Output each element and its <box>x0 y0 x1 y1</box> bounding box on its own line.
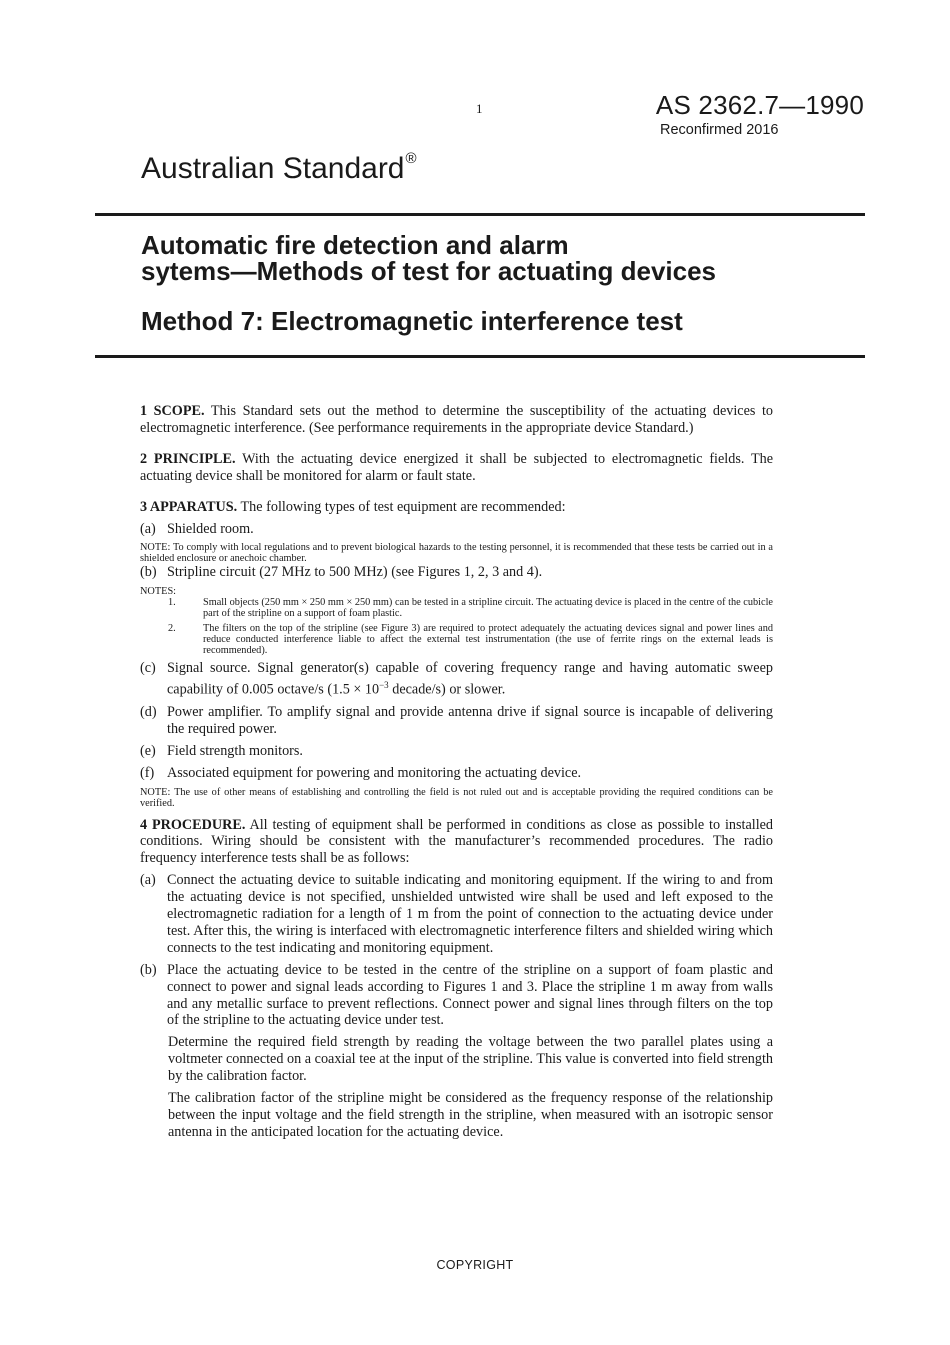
scope-heading: 1 SCOPE. <box>140 403 205 419</box>
note-text: The filters on the top of the stripline (see Figure 3) are required to protect adequately the actuating devices signal and power lines and reduce conducted interference liable to affect the external test instrumentation (the use of ferrite rings on the external leads is recommended). <box>203 623 773 657</box>
title-line-1: Automatic fire detection and alarm <box>141 230 569 260</box>
principle-text: With the actuating device energized it shall be subjected to electromagnetic fields. The actuating device shall be monitored for alarm or fault state. <box>140 450 773 484</box>
brand-name: Australian Standard <box>141 152 405 185</box>
apparatus-a-note: NOTE: To comply with local regulations and to prevent biological hazards to the testing personnel, it is recommended that these tests be carried out in a shielded enclosure or anechoic chamber. <box>140 542 773 565</box>
bottom-rule <box>95 355 865 358</box>
procedure-text: All testing of equipment shall be performed in conditions as close as possible to installed conditions. Wiring should be consistent with the manufacturer’s recommended procedures. The radio frequency interference tests shall be as follows: <box>140 816 774 867</box>
note-text: Small objects (250 mm × 250 mm × 250 mm) can be tested in a stripline circuit. The actuating device is placed in the centre of the cubicle part of the stripline on a support of foam plastic. <box>203 597 773 620</box>
apparatus-item-f <box>140 765 773 782</box>
top-rule <box>95 213 865 216</box>
item-label: (b) <box>140 564 157 581</box>
item-label: (e) <box>140 742 156 759</box>
item-label: (d) <box>140 703 157 720</box>
principle-heading: 2 PRINCIPLE. <box>140 450 236 467</box>
apparatus-item-b <box>140 564 773 581</box>
item-label: (c) <box>140 660 156 677</box>
apparatus-f-note: NOTE: The use of other means of establishing and controlling the field is not ruled out and is acceptable providing the required conditions can be verified. <box>140 786 773 809</box>
item-text: Field strength monitors. <box>167 742 303 759</box>
registered-mark: ® <box>405 150 417 167</box>
item-label: (a) <box>140 520 156 537</box>
apparatus-item-c <box>140 660 773 699</box>
procedure-b-paragraph-2: Determine the required field strength by reading the voltage between the two parallel plates using a voltmeter connected on a coaxial tee at the input of the stripline. This value is converted into field strength by the calibration factor. <box>168 1034 773 1085</box>
method-subtitle: Method 7: Electromagnetic interference test <box>141 306 683 336</box>
procedure-paragraph <box>140 817 773 868</box>
apparatus-heading: 3 APPARATUS. <box>140 498 238 515</box>
item-text: Shielded room. <box>167 520 254 537</box>
apparatus-b-note-2 <box>168 623 773 656</box>
item-text: Place the actuating device to be tested in the centre of the stripline on a support of foam plastic and connect to power and signal leads according to Figures 1 and 3. Place the stripline 1 m away from walls and any metallic surface to prevent reflections. Connect power and signal lines through filters on the top of the stripline to the actuating device under test. <box>167 961 773 1029</box>
scope-text: This Standard sets out the method to determine the susceptibility of the actuating devices to electromagnetic interference. (See performance requirements in the appropriate device Standard.) <box>140 403 773 436</box>
procedure-item-a <box>140 872 773 957</box>
item-label: (a) <box>140 872 156 889</box>
apparatus-b-notes-title: NOTES: <box>140 586 177 598</box>
note-number: 1. <box>168 597 176 609</box>
brand-heading <box>141 152 417 186</box>
standard-number: AS 2362.7—1990 <box>655 90 864 120</box>
copyright-footer: COPYRIGHT <box>436 1258 514 1272</box>
item-text: Connect the actuating device to suitable indicating and monitoring equipment. If the wiring to and from the actuating device is not specified, unshielded untwisted wire shall be used and left exposed to the electromagnetic radiation for a length of 1 m from the point of connection to the actuating device under test. After this, the wiring is interfaced with electromagnetic interference filters and shielded wiring which connects to the test indicating and monitoring equipment. <box>167 872 773 956</box>
apparatus-item-e <box>140 743 773 760</box>
item-label: (f) <box>140 764 155 781</box>
procedure-b-paragraph-3: The calibration factor of the stripline might be considered as the frequency response of the relationship between the input voltage and the field strength in the stripline, when measured with an isotropic sensor antenna in the anticipated location for the actuating device. <box>168 1090 773 1140</box>
document-body <box>140 403 773 1146</box>
apparatus-b-note-1 <box>168 597 773 619</box>
note-number: 2. <box>168 623 176 635</box>
reconfirmed-date: Reconfirmed 2016 <box>660 122 779 138</box>
apparatus-paragraph <box>140 499 773 516</box>
procedure-heading: 4 PROCEDURE. <box>140 816 246 833</box>
item-text-start: Signal source. Signal generator(s) capable of covering frequency range and having automatic sweep capability of 0.005 octave/s (1.5 × 10 <box>167 660 773 698</box>
item-label: (b) <box>140 961 157 978</box>
apparatus-item-a <box>140 521 773 538</box>
item-text: Power amplifier. To amplify signal and provide antenna drive if signal source is incapable of delivering the required power. <box>167 703 773 737</box>
exponent: −3 <box>379 680 389 691</box>
item-text <box>167 660 773 699</box>
apparatus-item-d <box>140 704 773 738</box>
document-title <box>141 232 831 284</box>
scope-paragraph <box>140 403 773 437</box>
apparatus-text: The following types of test equipment are recommended: <box>240 498 566 515</box>
procedure-item-b <box>140 962 773 1030</box>
item-text: Associated equipment for powering and monitoring the actuating device. <box>167 764 582 781</box>
principle-paragraph <box>140 451 773 485</box>
item-text-end: decade/s) or slower. <box>388 681 506 698</box>
page-number: 1 <box>476 101 483 116</box>
title-line-2: sytems—Methods of test for actuating devices <box>141 256 717 286</box>
item-text: Stripline circuit (27 MHz to 500 MHz) (see Figures 1, 2, 3 and 4). <box>167 564 543 581</box>
